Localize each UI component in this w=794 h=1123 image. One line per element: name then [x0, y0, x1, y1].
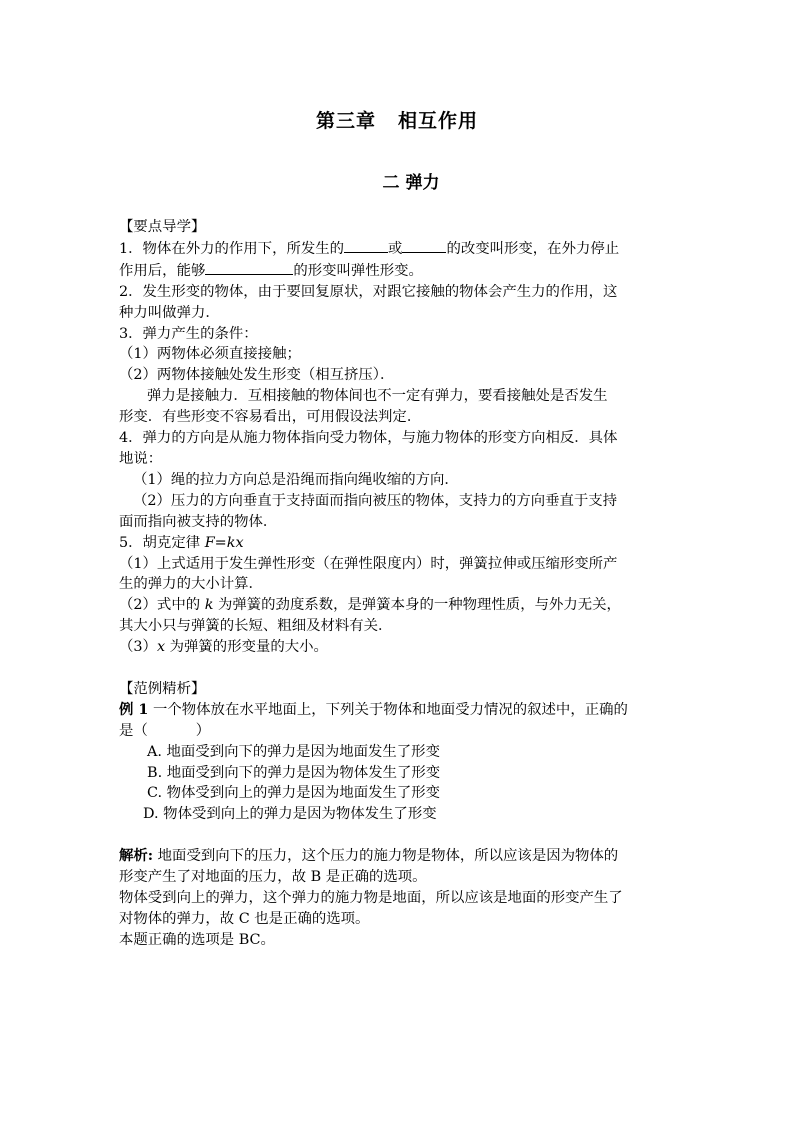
point-3-note-line-2: 形变．有些形变不容易看出，可用假设法判定．: [119, 409, 422, 426]
chapter-title: [0, 106, 794, 133]
point-2-line-2: 种力叫做弹力．: [119, 304, 220, 321]
point-2-line-1: 2．发生形变的物体，由于要回复原状，对跟它接触的物体会产生力的作用，这: [119, 283, 618, 300]
chapter-label: 第三章: [315, 110, 376, 132]
point-3-item-2: （2）两物体接触处发生形变（相互挤压）．: [119, 367, 395, 384]
point-4-line-1: 4．弹力的方向是从施力物体指向受力物体，与施力物体的形变方向相反．具体: [119, 430, 618, 447]
chapter-name: 相互作用: [398, 110, 479, 132]
point-1-line-1: [119, 238, 679, 260]
example-1-line-1: [119, 700, 679, 721]
analysis-line-5: 本题正确的选项是 BC。: [119, 931, 275, 948]
hooke-formula: F=kx: [204, 534, 244, 551]
point-1-text-e: 的形变叫弹性形变。: [293, 262, 423, 279]
point-5: [119, 533, 679, 554]
analysis-line-4: 对物体的弹力，故 C 也是正确的选项。: [119, 910, 370, 927]
point-3-item-1: （1）两物体必须直接接触；: [119, 346, 301, 363]
fill-blank-2: [402, 238, 446, 253]
example-1-text-a: 一个物体放在水平地面上，下列关于物体和地面受力情况的叙述中，正确的: [148, 701, 628, 718]
section-title: 二 弹力: [382, 173, 440, 193]
option-d: D. 物体受到向上的弹力是因为物体发生了形变: [143, 806, 437, 823]
point-3-note-line-1: 弹力是接触力．互相接触的物体间也不一定有弹力，要看接触处是否发生: [147, 388, 608, 405]
point-5-item-1-line-2: 生的弹力的大小计算．: [119, 576, 263, 593]
key-points-heading: 【要点导学】: [119, 219, 206, 235]
variable-x: x: [156, 639, 166, 656]
example-1-label: 例 1: [119, 700, 149, 718]
analysis-label: 解析:: [119, 847, 154, 865]
option-c: C. 物体受到向上的弹力是因为地面发生了形变: [147, 785, 441, 802]
point-4-item-1: （1）绳的拉力方向总是沿绳而指向绳收缩的方向．: [133, 471, 459, 488]
option-b: B. 地面受到向下的弹力是因为物体发生了形变: [147, 764, 441, 781]
point-5-item-2-line-2: 其大小只与弹簧的长短、粗细及材料有关．: [119, 618, 393, 635]
variable-k: k: [204, 597, 214, 614]
point-5-item-3-text-b: 为弹簧的形变量的大小。: [165, 639, 328, 656]
point-5-item-2-text-b: 为弹簧的劲度系数，是弹簧本身的一种物理性质，与外力无关，: [213, 597, 621, 614]
point-5-label: 5．胡克定律: [119, 534, 205, 551]
point-4-item-2-line-2: 面而指向被支持的物体．: [119, 513, 278, 530]
point-4-line-2: 地说：: [119, 450, 163, 467]
example-1-line-2: [119, 721, 679, 742]
point-5-item-1-line-1: （1）上式适用于发生弹性形变（在弹性限度内）时，弹簧拉伸或压缩形变所产: [119, 555, 618, 572]
point-1-text-c: 的改变叫形变，在外力停止: [446, 240, 620, 257]
example-1-text-b2: ）: [195, 722, 211, 739]
fill-blank-1: [344, 238, 388, 253]
examples-heading: 【范例精析】: [119, 680, 206, 697]
option-a: A. 地面受到向下的弹力是因为地面发生了形变: [147, 743, 440, 760]
point-1-text-b: 或: [388, 240, 403, 257]
point-5-item-2-line-1: [119, 595, 679, 616]
point-1-text-d: 作用后，能够: [119, 262, 206, 279]
point-3: 3．弹力产生的条件：: [119, 325, 258, 342]
point-5-item-2-text-a: （2）式中的: [119, 597, 205, 614]
point-5-item-3: [119, 637, 679, 658]
point-1-text-a: 1．物体在外力的作用下，所发生的: [119, 240, 345, 257]
analysis-line-2: 形变产生了对地面的压力，故 B 是正确的选项。: [119, 869, 427, 886]
analysis-text-1a: 地面受到向下的压力，这个压力的施力物是物体，所以应该是因为物体的: [153, 848, 619, 865]
document-body: [119, 217, 679, 951]
point-5-item-3-text-a: （3）: [119, 639, 157, 656]
example-1-text-b1: 是（: [119, 722, 148, 739]
fill-blank-3: [205, 260, 293, 275]
point-4-item-2-line-1: （2）压力的方向垂直于支持面而指向被压的物体，支持力的方向垂直于支持: [133, 492, 618, 509]
point-1-line-2: [119, 260, 679, 282]
analysis-line-3: 物体受到向上的弹力，这个弹力的施力物是地面，所以应该是地面的形变产生了: [119, 889, 623, 906]
analysis-line-1: [119, 846, 679, 867]
